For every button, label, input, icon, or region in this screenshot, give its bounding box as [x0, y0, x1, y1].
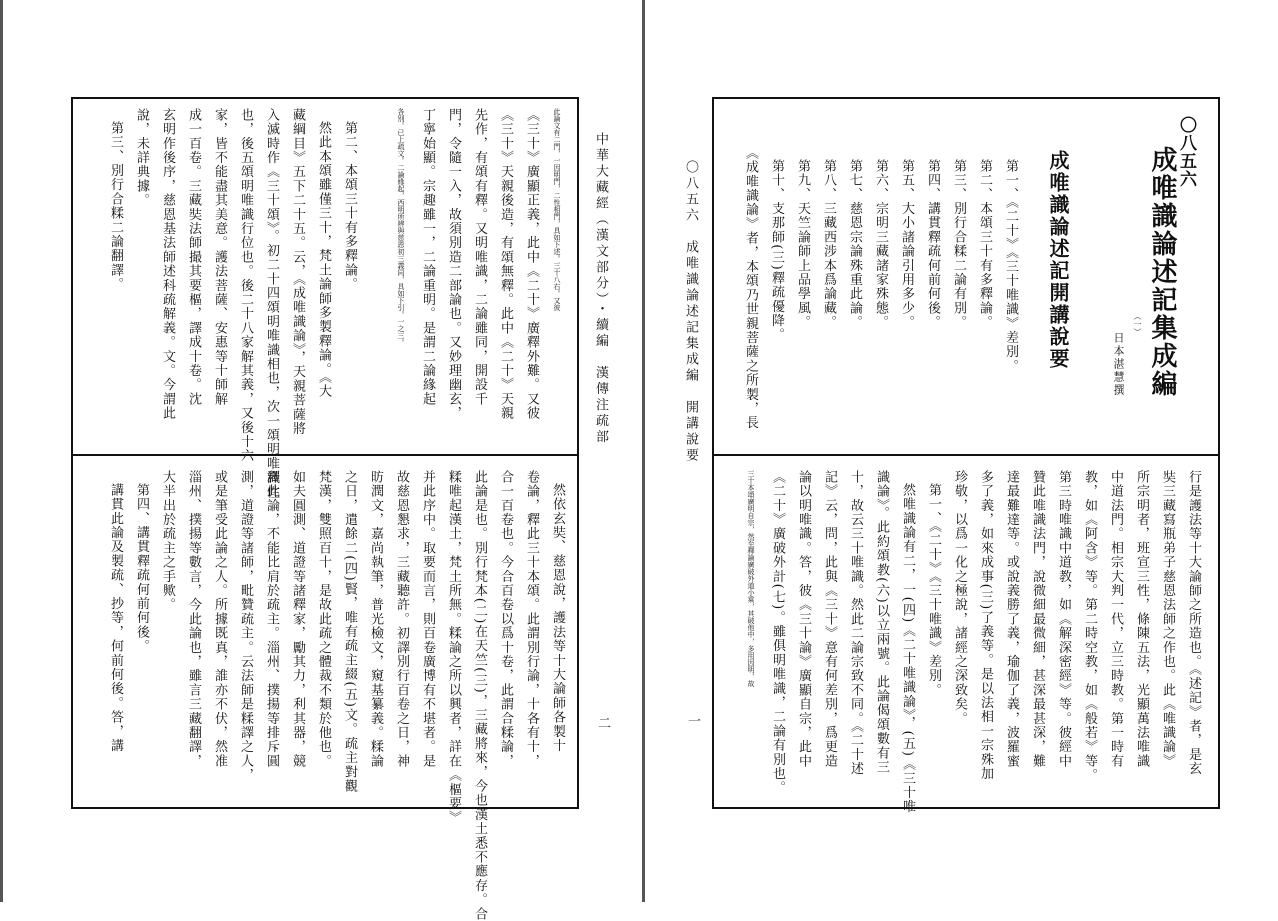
- text-column: 測，道證等諸師，毗贊疏主。云法師是糅譯之人，: [238, 470, 253, 783]
- text-column: 珍敬，以爲一化之極說，諸經之深致矣。: [952, 470, 967, 726]
- text-column: 玄明作後序，慈恩基法師述科疏解義。文。今謂此: [160, 108, 175, 421]
- text-column: 第六、宗明三藏諸家殊態。: [873, 159, 888, 330]
- text-column: 丁寧始顯。宗趣雖一，二論重明。是謂二論緣起: [420, 108, 435, 407]
- text-column: 教，如《阿含》等。第二時空教，如《般若》等。: [1082, 470, 1097, 783]
- text-column: 或是筆受此論之人。所據既真，誰亦不伏，然准: [212, 470, 227, 769]
- right-lower-column-block: [738, 470, 1206, 814]
- text-column: 此論是也。別行梵本(二)在天竺(三)，三藏將來，今也漢土悉不應存。合: [472, 470, 487, 921]
- text-column: 各別。已上疏文。二論緣起，西明所辨與慈恩初三義同，具如下引。一之三。: [397, 108, 405, 346]
- text-column: 成一百卷。三藏奘法師撮其要樞，譯成十卷。沈: [186, 108, 201, 407]
- text-column: 第五、大小諸論引用多少。: [899, 159, 914, 330]
- text-column: 第二、本頌三十有多釋論。: [977, 159, 992, 330]
- text-column: 合一百卷也。今合百卷以爲十卷，此謂合糅論，: [498, 470, 513, 769]
- text-column: 并此序中。取要而言，則百卷廣博有不堪者。是: [420, 470, 435, 769]
- text-column: 然此本頌雖僅三十，梵土論師多製釋論。《大: [316, 121, 331, 399]
- left-upper-column-block: [102, 108, 570, 500]
- text-column: 記》云，問，此與《三十》意有何差別，爲更造: [822, 470, 837, 769]
- section-title: 成唯識論述記開講說要: [1046, 150, 1070, 370]
- text-column: 第四、講貫釋疏何前何後。: [925, 159, 940, 330]
- text-column: 論以明唯識。答，彼《三十論》廣顯自宗，此中: [796, 470, 811, 769]
- text-column: 家，皆不能盡其美意。護法菩薩、安惠等十師解: [212, 108, 227, 407]
- text-column: 說，未詳典據。: [134, 108, 149, 208]
- text-column: 奘三藏寫瓶弟子慈恩法師之作也。此《唯識論》: [1160, 470, 1175, 769]
- title-volume: （一）: [1133, 312, 1142, 336]
- left-running-head: 中華大藏經（漢文部分）・續編 漢傳注疏部: [593, 132, 608, 446]
- text-column: 多了義，如來成事(三)了義等。是以法相一宗殊加: [978, 470, 993, 781]
- text-column: 《二十》廣破外計(七)。雖俱明唯識，二論有別也。: [770, 470, 785, 795]
- text-column: 第九、天竺論師上品學風。: [795, 159, 810, 330]
- text-column: 第一、《二十》《三十唯識》差別。: [1003, 159, 1018, 374]
- text-column: 梵漢，雙照百十，是故此疏之體裁不類於他也。: [316, 470, 331, 769]
- text-column: 第三、別行合糅二論有別。: [951, 159, 966, 330]
- text-column: 先作，有頌有釋。又明唯識，二論雖同，開設千: [472, 108, 487, 407]
- text-column: [362, 108, 388, 446]
- text-column: 糅唯起漢土，梵土所無。糅論之所以興者，詳在《樞要》: [446, 470, 461, 825]
- text-column: 第三時唯識中道教，如《解深密經》等。彼經中: [1056, 470, 1071, 769]
- text-column: 第三、別行合糅二論翻譯。: [108, 121, 123, 292]
- text-column: 《成唯識論》者，本頌乃世親菩薩之所製，長: [743, 146, 758, 430]
- main-title: 成唯識論述記集成編: [1147, 146, 1177, 398]
- right-page: [642, 0, 1278, 902]
- text-column: 《三十》天親後造，有頌無釋。此中《二十》天親: [498, 108, 513, 421]
- text-column: 卷論，釋此三十本頌。此謂別行論，十各有十，: [524, 470, 539, 769]
- author-line: 日本湛慧撰: [1112, 332, 1125, 397]
- text-column: 第七、慈恩宗論殊重此論。: [847, 159, 862, 330]
- right-frame-divider: [712, 454, 1220, 456]
- right-folio: 一: [685, 714, 700, 727]
- right-running-head: 〇八五六 成唯識論述記集成編 開講說要: [683, 160, 698, 464]
- text-column: 三十本頌廣明自宗，然至釋論廣破外道小乘，其破他中，多用因明，故: [747, 470, 755, 687]
- right-upper-column-block: [737, 146, 1023, 442]
- text-column: 講貫此論及製疏、抄等，何前何後。答，講: [108, 483, 123, 753]
- text-column: 識論》。此約頌教(六)以立兩號。此論偈頌數有三: [874, 470, 889, 775]
- text-column: 門，令隨一入，故須別造二部論也。又妙理幽玄，: [446, 108, 461, 421]
- text-column: 達最難達等。或說義勝了義，瑜伽了義，波羅蜜: [1004, 470, 1019, 769]
- text-column: 第四、講貫釋疏何前何後。: [134, 483, 149, 654]
- text-column: 然唯識論有二，一(四)《二十唯識論》，(五)《三十唯: [900, 483, 915, 814]
- text-column: 行是護法等十大論師之所造也。《述記》者，是玄: [1186, 470, 1201, 776]
- text-column: 入滅時作《三十頌》。初二十四頌明唯識相也，次一頌明唯識性: [264, 108, 279, 500]
- text-column: 十，故云三十唯識。然此二論宗致不同。《二十述: [848, 470, 863, 776]
- text-column: 大半出於疏主之手歟。: [160, 470, 175, 612]
- text-column: 釋此論，不能比肩於疏主。淄州、撲揚等排斥圓: [264, 470, 279, 769]
- text-column: 淄州、撲揚等數言，今此論也，雖言三藏翻譯，: [186, 470, 201, 769]
- text-column: 也，後五頌明唯識行位也。後二十八家解其義，又後十六: [238, 108, 253, 463]
- page-number-top: 〇八五六: [1176, 116, 1196, 188]
- text-column: 《三十》廣顯正義，此中《二十》廣釋外難。又彼: [524, 108, 539, 421]
- left-folio: 二: [595, 716, 610, 729]
- text-column: 中道法門。相宗大判一代，立三時教。第一時有: [1108, 470, 1123, 769]
- text-column: 第八、三藏西涉本爲論藏。: [821, 159, 836, 330]
- text-column: 如夫圓測、道證等諸釋家，勵其力，利其器，競: [290, 470, 305, 769]
- text-column: 贊此唯識法門，說微細最微細，甚深最甚深，難: [1030, 470, 1045, 769]
- text-column: 之日，遣餘二(四)賢，唯有疏主綴(五)文。疏主對觀: [342, 470, 357, 794]
- text-column: 第二、本頌三十有多釋論。: [342, 121, 357, 292]
- text-column: 所宗明者，班宣三性，條陳五法，光顯萬法唯識: [1134, 470, 1149, 769]
- text-column: 此論文有二門，一因明門，二性相門，具如下述。三十八右。又彼: [553, 108, 561, 311]
- left-lower-column-block: [102, 470, 570, 921]
- text-column: 昉潤文，嘉尚執筆，普光檢文，窺基纂義。糅論: [368, 470, 383, 769]
- text-column: 第十、支那師(三)釋疏優降。: [769, 159, 784, 342]
- text-column: 藏綱目》五下二十五。云，《成唯識論》，天親菩薩將: [290, 108, 305, 436]
- text-column: 然依玄奘、慈恩說，護法等十大論師各製十: [550, 483, 565, 753]
- left-frame-divider: [71, 454, 579, 456]
- text-column: 第一、《二十》《三十唯識》差別。: [926, 483, 941, 698]
- text-column: 故慈恩懇求，三藏聽許。初譯別行百卷之日，神: [394, 470, 409, 769]
